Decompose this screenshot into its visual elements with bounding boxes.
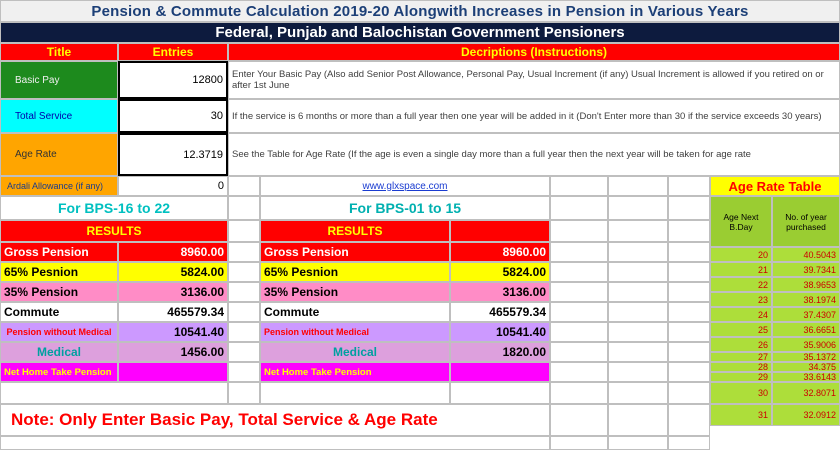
art-row-years: 32.8071 [772, 382, 840, 404]
row-value-commute-left: 465579.34 [118, 302, 228, 322]
results-bar-right: RESULTS [260, 220, 450, 242]
spacer-cell [608, 196, 668, 220]
website-link-cell[interactable] [260, 176, 550, 196]
row-value-35-pension-right: 3136.00 [450, 282, 550, 302]
input-total-service[interactable]: 30 [118, 99, 228, 133]
spacer-cell [668, 220, 710, 242]
art-row-age: 30 [710, 382, 772, 404]
spacer-cell [260, 382, 450, 404]
desc-total-service: If the service is 6 months or more than a full year then one year will be added in it (Don't Enter more than 30 if the service exceeds 30 years) [228, 99, 840, 133]
art-row-years: 38.9653 [772, 277, 840, 292]
spacer-cell [228, 176, 260, 196]
input-age-rate[interactable]: 12.3719 [118, 133, 228, 176]
spacer-cell [228, 362, 260, 382]
art-row-age: 23 [710, 292, 772, 307]
row-label-gross-pension-right: Gross Pension [260, 242, 450, 262]
spacer-cell [668, 436, 710, 450]
input-ardali-allowance[interactable]: 0 [118, 176, 228, 196]
art-row-years: 35.9006 [772, 337, 840, 352]
spacer-cell [550, 342, 608, 362]
row-label-pension-without-medical-right: Pension without Medical [260, 322, 450, 342]
spacer-cell [608, 362, 668, 382]
art-row-years: 32.0912 [772, 404, 840, 426]
label-age-rate: Age Rate [0, 133, 118, 176]
spacer-cell [668, 282, 710, 302]
art-row-age: 24 [710, 307, 772, 322]
art-row-years: 38.1974 [772, 292, 840, 307]
row-value-gross-pension-left: 8960.00 [118, 242, 228, 262]
col-header-descriptions: Decriptions (Instructions) [228, 43, 840, 61]
spacer-cell [668, 176, 710, 196]
spacer-cell [450, 382, 550, 404]
spacer-cell [228, 282, 260, 302]
age-rate-table-title: Age Rate Table [710, 176, 840, 196]
spacer-cell [550, 262, 608, 282]
spacer-cell [608, 176, 668, 196]
row-value-pension-without-medical-right: 10541.40 [450, 322, 550, 342]
spacer-cell [550, 282, 608, 302]
spacer-cell [668, 302, 710, 322]
spacer-cell [228, 302, 260, 322]
spacer-cell [608, 262, 668, 282]
row-label-65-pension-right: 65% Pesnion [260, 262, 450, 282]
spacer-cell [608, 404, 668, 436]
website-link[interactable]: www.glxspace.com [362, 180, 448, 192]
results-bar-left: RESULTS [0, 220, 228, 242]
spacer-cell [608, 436, 668, 450]
spacer-cell [550, 322, 608, 342]
row-value-medical-left: 1456.00 [118, 342, 228, 362]
row-label-net-home-take-pension-left: Net Home Take Pension [0, 362, 118, 382]
label-basic-pay: Basic Pay [0, 61, 118, 99]
spacer-cell [668, 362, 710, 382]
art-col-header-age: Age Next B.Day [710, 196, 772, 247]
spacer-cell [228, 220, 260, 242]
spacer-cell [550, 404, 608, 436]
spacer-cell [668, 404, 710, 436]
note-text: Note: Only Enter Basic Pay, Total Service & Age Rate [0, 404, 550, 436]
row-label-gross-pension-left: Gross Pension [0, 242, 118, 262]
art-row-years: 40.5043 [772, 247, 840, 262]
art-row-years: 37.4307 [772, 307, 840, 322]
row-value-pension-without-medical-left: 10541.40 [118, 322, 228, 342]
row-label-medical-left: Medical [0, 342, 118, 362]
spacer-cell [668, 196, 710, 220]
art-row-years: 33.6143 [772, 372, 840, 382]
art-row-age: 21 [710, 262, 772, 277]
spacer-cell [228, 242, 260, 262]
art-row-age: 20 [710, 247, 772, 262]
spacer-cell [668, 342, 710, 362]
desc-age-rate: See the Table for Age Rate (If the age is even a single day more than a full year then the next year will be taken for age rate [228, 133, 840, 176]
spacer-cell [228, 196, 260, 220]
art-row-age: 31 [710, 404, 772, 426]
row-value-65-pension-left: 5824.00 [118, 262, 228, 282]
art-row-age: 26 [710, 337, 772, 352]
spacer-cell [550, 196, 608, 220]
col-header-entries: Entries [118, 43, 228, 61]
spacer-cell [228, 262, 260, 282]
spacer-cell [550, 220, 608, 242]
spacer-cell [550, 362, 608, 382]
spacer-cell [550, 302, 608, 322]
spacer-cell [228, 342, 260, 362]
spacer-cell [550, 242, 608, 262]
art-row-age: 29 [710, 372, 772, 382]
row-value-65-pension-right: 5824.00 [450, 262, 550, 282]
spacer-cell [228, 382, 260, 404]
spacer-cell [550, 436, 608, 450]
art-row-years: 34.375 [772, 362, 840, 372]
col-header-title: Title [0, 43, 118, 61]
row-value-gross-pension-right: 8960.00 [450, 242, 550, 262]
art-row-age: 22 [710, 277, 772, 292]
row-label-35-pension-left: 35% Pension [0, 282, 118, 302]
row-label-medical-right: Medical [260, 342, 450, 362]
spacer-cell [0, 382, 228, 404]
spacer-cell [608, 382, 668, 404]
input-basic-pay[interactable]: 12800 [118, 61, 228, 99]
label-ardali-allowance: Ardali Allowance (if any) [0, 176, 118, 196]
row-value-commute-right: 465579.34 [450, 302, 550, 322]
row-label-35-pension-right: 35% Pension [260, 282, 450, 302]
spacer-cell [550, 176, 608, 196]
row-value-35-pension-left: 3136.00 [118, 282, 228, 302]
art-row-years: 39.7341 [772, 262, 840, 277]
spacer-cell [608, 302, 668, 322]
desc-basic-pay: Enter Your Basic Pay (Also add Senior Post Allowance, Personal Pay, Usual Increment (if any) Usual Increment is allowed if you retired on or after 1st June [228, 61, 840, 99]
spacer-cell [668, 262, 710, 282]
heading-bps-16-22: For BPS-16 to 22 [0, 196, 228, 220]
row-label-commute-left: Commute [0, 302, 118, 322]
main-title: Pension & Commute Calculation 2019-20 Alongwith Increases in Pension in Various Years [0, 0, 840, 22]
art-row-years: 36.6651 [772, 322, 840, 337]
spacer-cell [0, 436, 550, 450]
art-row-years: 35.1372 [772, 352, 840, 362]
art-col-header-years: No. of year purchased [772, 196, 840, 247]
spacer-cell [668, 322, 710, 342]
spacer-cell [550, 382, 608, 404]
spacer-cell [668, 382, 710, 404]
row-label-65-pension-left: 65% Pesnion [0, 262, 118, 282]
spacer-cell [608, 220, 668, 242]
row-label-pension-without-medical-left: Pension without Medical [0, 322, 118, 342]
results-bar-right-ext [450, 220, 550, 242]
heading-bps-01-15: For BPS-01 to 15 [260, 196, 550, 220]
row-value-net-home-take-pension-left: 11997.40 [118, 362, 228, 382]
row-label-commute-right: Commute [260, 302, 450, 322]
spacer-cell [608, 342, 668, 362]
row-value-net-home-take-pension-right: 12361.40 [450, 362, 550, 382]
label-total-service: Total Service [0, 99, 118, 133]
spacer-cell [668, 242, 710, 262]
subtitle: Federal, Punjab and Balochistan Government Pensioners [0, 22, 840, 43]
art-row-age: 28 [710, 362, 772, 372]
spacer-cell [608, 242, 668, 262]
row-value-medical-right: 1820.00 [450, 342, 550, 362]
spacer-cell [608, 322, 668, 342]
art-row-age: 27 [710, 352, 772, 362]
art-row-age: 25 [710, 322, 772, 337]
row-label-net-home-take-pension-right: Net Home Take Pension [260, 362, 450, 382]
spacer-cell [228, 322, 260, 342]
spacer-cell [608, 282, 668, 302]
